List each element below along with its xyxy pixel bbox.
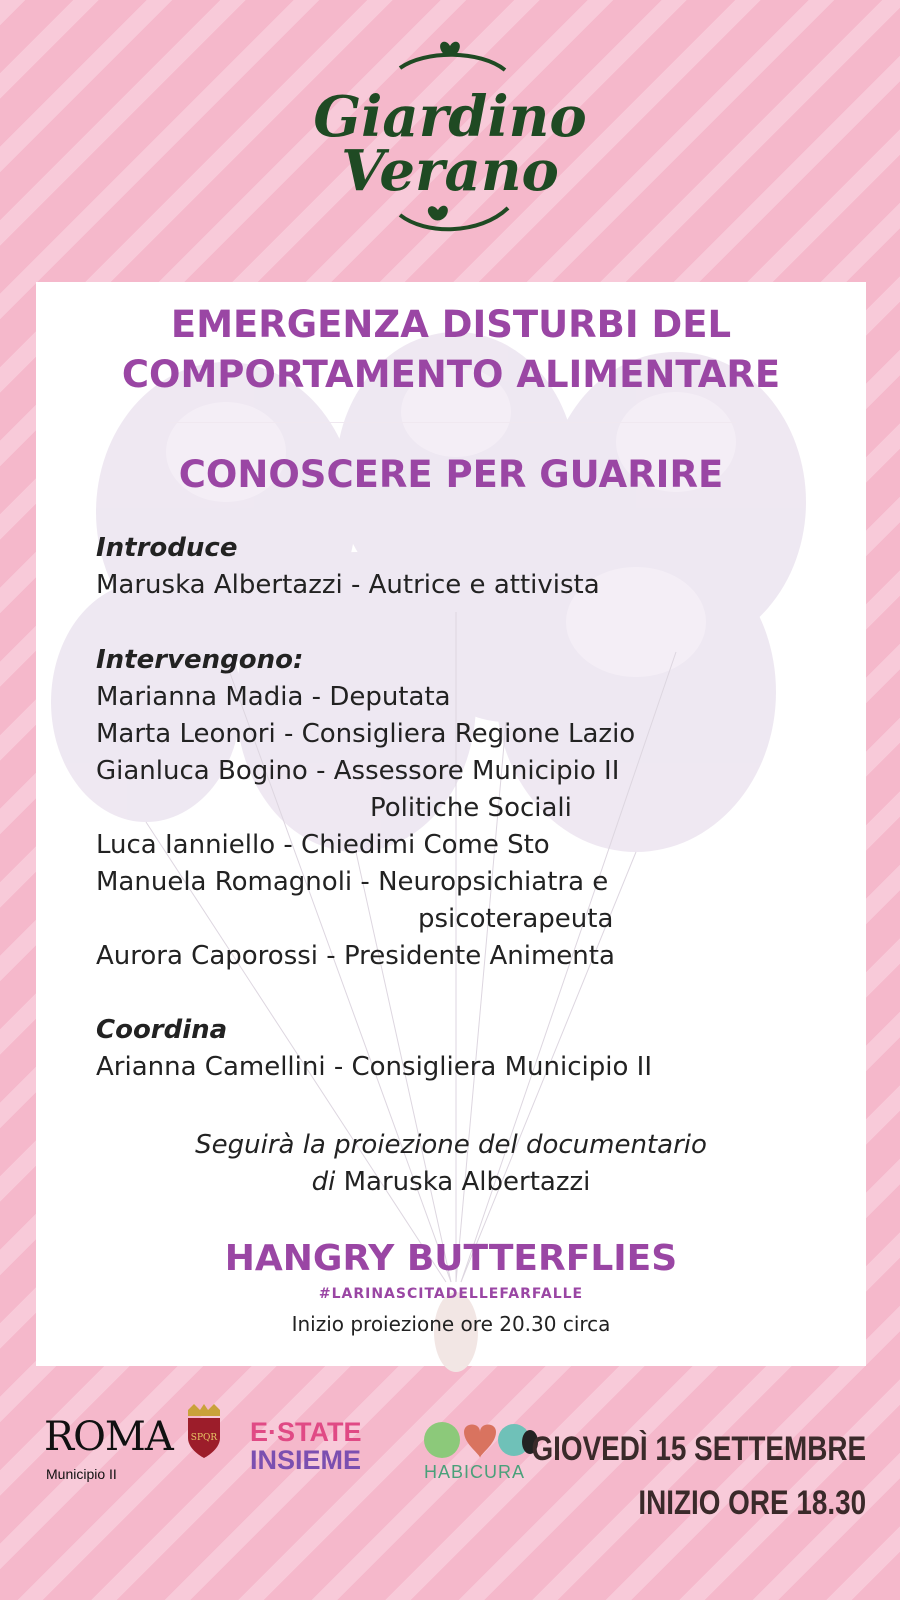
giardino-verano-logo <box>313 40 587 240</box>
roma-crest-icon <box>182 1404 226 1460</box>
roma-municipio-logo <box>44 1410 224 1480</box>
speaker-row: Marta Leonori - Consigliera Regione Lazio <box>96 719 636 749</box>
event-title-line2: COMPORTAMENTO ALIMENTARE <box>121 353 781 396</box>
svg-text:SPQR: SPQR <box>190 1433 218 1443</box>
habicura-wordmark: HABICURA <box>424 1462 526 1482</box>
event-title <box>36 300 866 400</box>
speaker-row: Gianluca Bogino - Assessore Municipio II <box>96 756 620 786</box>
municipio-label: Municipio II <box>46 1466 117 1482</box>
introduce-person: Maruska Albertazzi - Autrice e attivista <box>96 570 600 600</box>
projection-start: Inizio proiezione ore 20.30 circa <box>291 1312 611 1336</box>
speakers-section <box>96 642 816 975</box>
event-date-block <box>531 1422 866 1530</box>
projection-note <box>36 1127 866 1201</box>
speakers-label: Intervengono: <box>96 645 304 675</box>
speaker-row: Aurora Caporossi - Presidente Animenta <box>96 941 615 971</box>
speaker-row: Marianna Madia - Deputata <box>96 682 451 712</box>
logo-line1: Giardino <box>313 84 587 150</box>
coordina-person: Arianna Camellini - Consigliera Municipio II <box>96 1052 652 1082</box>
event-date: GIOVEDÌ 15 SETTEMBRE <box>531 1430 866 1468</box>
coordina-section <box>96 1012 816 1086</box>
event-subtitle: CONOSCERE PER GUARIRE <box>178 453 724 496</box>
projection-line2: di Maruska Albertazzi <box>311 1167 591 1197</box>
speaker-row: Manuela Romagnoli - Neuropsichiatra e <box>96 867 609 897</box>
introduce-section <box>96 530 816 604</box>
event-title-line1: EMERGENZA DISTURBI DEL <box>170 303 732 346</box>
speaker-row-continued: psicoterapeuta <box>418 904 614 934</box>
coordina-label: Coordina <box>96 1015 228 1045</box>
habicura-logo <box>422 1418 542 1486</box>
divider <box>166 422 736 423</box>
film-hashtag: #LARINASCITADELLEFARFALLE <box>318 1286 584 1302</box>
roma-wordmark: ROMA <box>44 1414 173 1460</box>
projection-line1: Seguirà la proiezione del documentario <box>195 1130 707 1160</box>
habicura-icon <box>422 1418 542 1462</box>
introduce-label: Introduce <box>96 533 238 563</box>
estate-insieme-logo <box>250 1418 390 1478</box>
estate-line2: INSIEME <box>250 1445 362 1475</box>
film-title: HANGRY BUTTERFLIES <box>224 1238 678 1279</box>
speaker-row: Luca Ianniello - Chiedimi Come Sto <box>96 830 550 860</box>
event-time: INIZIO ORE 18.30 <box>638 1484 866 1522</box>
estate-line1: E·STATE <box>250 1417 362 1447</box>
event-card <box>36 282 866 1366</box>
logo-line2: Verano <box>341 138 559 204</box>
speaker-row-continued: Politiche Sociali <box>370 793 572 823</box>
